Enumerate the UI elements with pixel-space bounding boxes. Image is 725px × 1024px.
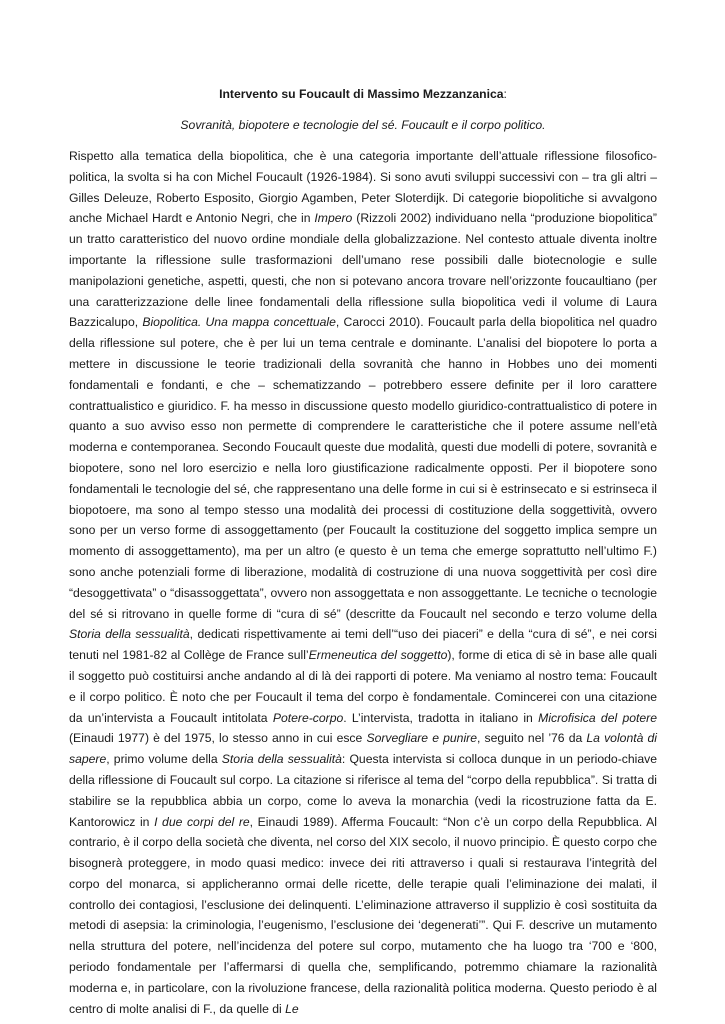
- italic-title-run: Impero: [314, 211, 353, 226]
- text-run: , seguito nel ’76 da: [477, 731, 587, 746]
- italic-title-run: I due corpi del re: [154, 814, 250, 829]
- text-run: (Einaudi 1977) è del 1975, lo stesso anno in cui esce: [69, 731, 367, 746]
- title-text: Intervento su Foucault di Massimo Mezzanzanica: [219, 87, 504, 101]
- italic-title-run: Storia della sessualità: [69, 627, 190, 642]
- italic-title-run: Sorvegliare e punire: [366, 731, 477, 746]
- document-subtitle: Sovranità, biopotere e tecnologie del sé. Foucault e il corpo politico.: [180, 118, 546, 132]
- text-run: . L’intervista, tradotta in italiano in: [343, 710, 539, 725]
- italic-title-run: Potere-corpo: [272, 710, 344, 725]
- text-run: ), forme di etica di sè in base alle quali il soggetto può costituirsi anche andando al di là dei rapporti di potere. Ma veniamo al nostro tema: Foucault e il corpo politico. È noto che per Foucault il tema del corpo è fondamentale. Comincerei con una citazione da un’intervista a Foucault intitolata: [69, 648, 657, 725]
- text-run: , Einaudi 1989). Afferma Foucault: “Non c’è un corpo della Repubblica. Al contrario, è il corpo della società che diventa, nel corso del XIX secolo, il nuovo principio. È questo corpo che bisognerà proteggere, in modo quasi medico: invece dei riti attraverso i quali si restaurava l’integrità del corpo del monarca, si applicheranno ormai delle ricette, delle terapie quali l’eliminazione dei malati, il controllo dei contagiosi, l’esclusione dei delinquenti. L’eliminazione attraverso il supplizio è così sostituita da metodi di asepsia: la criminologia, l’eugenismo, l’esclusione dei ‘degenerati’”. Qui F. descrive un mutamento nella struttura del potere, nell’incidenza del potere sul corpo, mutamento che ha luogo tra ‘700 e ‘800, periodo fondamentale per l’affermarsi di quella che, semplificando, potremmo chiamare la razionalità moderna e, in particolare, con la rivoluzione francese, della razionalità politica moderna. Questo periodo è al centro di molte analisi di F., da quelle di: [69, 814, 657, 1016]
- italic-title-run: Biopolitica. Una mappa concettuale: [142, 315, 336, 330]
- text-run: , dedicati rispettivamente ai temi dell’“uso dei piaceri” e della “cura di sé”, e nei corsi tenuti nel 1981-82 al Collège de France sull’: [69, 627, 657, 663]
- text-run: (Rizzoli 2002) individuano nella “produzione biopolitica” un tratto caratteristico del nuovo ordine mondiale della globalizzazione. Nel contesto attuale diventa inoltre importante la riflessione sulle trasformazioni dell’umano rese possibili dalle biotecnologie e sulle manipolazioni genetiche, aspetti, questi, che non si potevano ancora trovare nell’orizzonte foucaultiano (per una caratterizzazione delle linee fondamentali della riflessione sulla biopolitica vedi il volume di Laura Bazzicalupo,: [69, 211, 657, 330]
- italic-title-run: Storia della sessualità: [221, 752, 342, 767]
- italic-title-run: La volontà di sapere: [69, 731, 657, 767]
- document-title: [69, 86, 657, 103]
- document-page: [69, 86, 657, 1019]
- italic-title-run: Ermeneutica del soggetto: [308, 648, 448, 663]
- text-run: : Questa intervista si colloca dunque in un periodo-chiave della riflessione di Foucault sul corpo. La citazione si riferisce al tema del “corpo della repubblica”. Si tratta di stabilire se la repubblica abbia un corpo, come lo aveva la monarchia (vedi la ricostruzione fatta da E. Kantorowicz in: [69, 752, 657, 829]
- body-paragraph: [69, 146, 657, 1019]
- title-colon: :: [503, 87, 507, 101]
- text-run: , Carocci 2010). Foucault parla della biopolitica nel quadro della riflessione sul potere, che è per lui un tema centrale e dominante. L’analisi del biopotere lo porta a mettere in discussione le teorie tradizionali della sovranità che hanno in Hobbes uno dei momenti fondamentali e fondanti, e che – schematizzando – potrebbero essere definite per il loro carattere contrattualistico e giuridico. F. ha messo in discussione questo modello giuridico-contrattualistico di potere in quanto a suo avviso esso non permette di comprendere le caratteristiche che il potere assume nell’età moderna e contemporanea. Secondo Foucault queste due modalità, questi due modelli di potere, sovranità e biopotere, sono nel loro esercizio e nella loro giustificazione radicalmente opposti. Per il biopotere sono fondamentali le tecnologie del sé, che rappresentano una delle forme in cui si è estrinsecato e si estrinseca il biopotoere, ma sono al tempo stesso una modalità dei processi di costituzione della soggettività, ovvero sono per un verso forme di assoggettamento (per Foucault la costituzione del soggetto implica sempre un momento di assoggettamento), ma per un altro (e questo è un tema che emerge soprattutto nell’ultimo F.) sono anche potenziali forme di liberazione, modalità di costruzione di una nuova soggettività per così dire “desoggettivata” o “disassoggettata”, ovvero non assoggettata e non assoggettante. Le tecniche o tecnologie del sé si ritrovano in quelle forme di “cura di sé” (descritte da Foucault nel secondo e terzo volume della: [69, 315, 657, 621]
- italic-title-run: Le: [285, 1001, 299, 1016]
- text-run: , primo volume della: [106, 752, 222, 767]
- text-run: Rispetto alla tematica della biopolitica, che è una categoria importante dell’attuale riflessione filosofico-politica, la svolta si ha con Michel Foucault (1926-1984). Si sono avuti sviluppi successivi con – tra gli altri – Gilles Deleuze, Roberto Esposito, Giorgio Agamben, Peter Sloterdijk. Di categorie biopolitiche si avvalgono anche Michael Hardt e Antonio Negri, che in: [69, 149, 657, 226]
- italic-title-run: Microfisica del potere: [538, 710, 658, 725]
